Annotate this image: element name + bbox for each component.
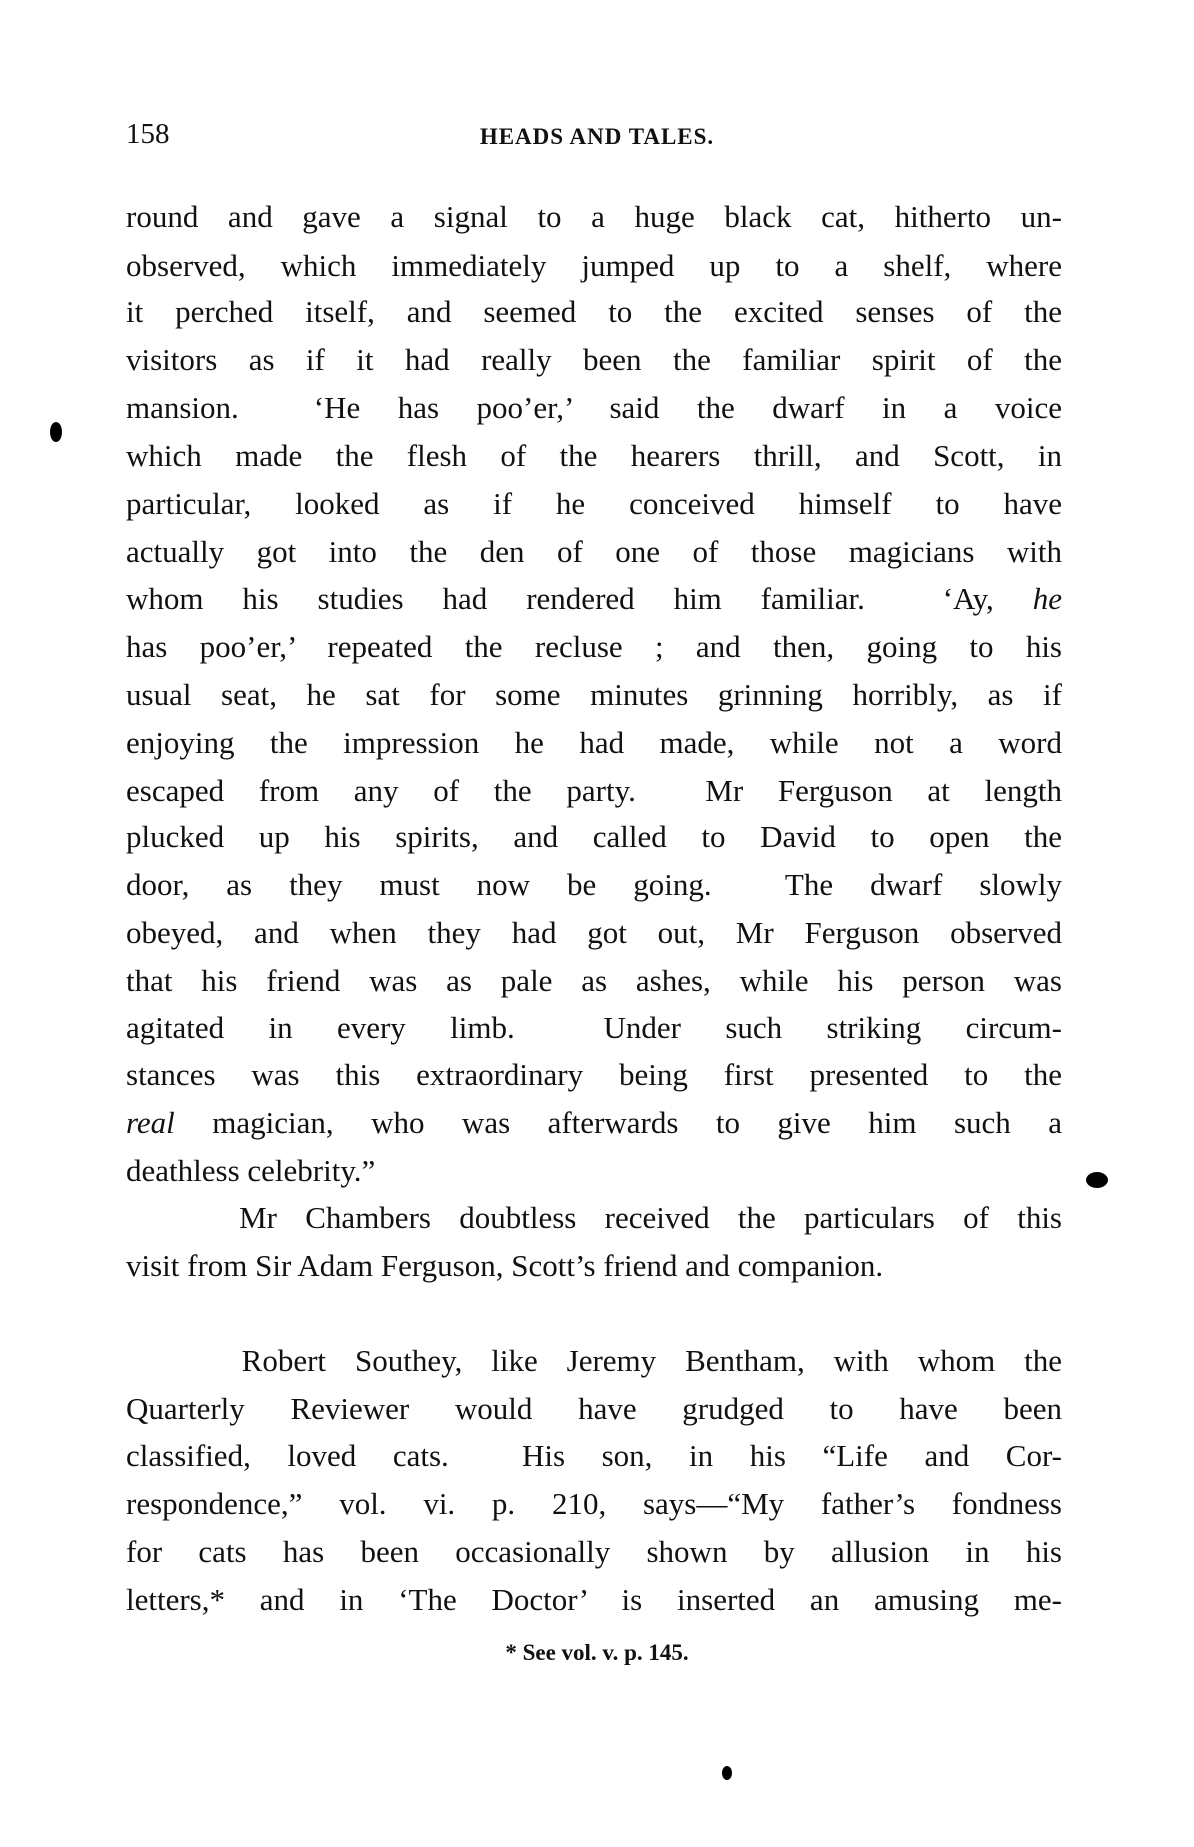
text-segment: for cats has been occasionally shown by allusion in his [126,1533,1062,1569]
text-segment: agitated in every limb. Under such striking circum- [126,1010,1062,1046]
text-line [126,1099,1062,1147]
ink-blot [50,422,62,442]
text-line [126,671,1062,719]
text-segment: actually got into the den of one of those magicians with [126,533,1062,569]
text-segment: visitors as if it had really been the familiar spirit of the [126,342,1062,378]
text-segment: enjoying the impression he had made, while not a word [126,724,1062,760]
italic-text: real [126,1104,175,1140]
text-line [126,1528,1062,1576]
text-segment: respondence,” vol. vi. p. 210, says—“My father’s fondness [126,1486,1062,1522]
text-line [126,1432,1062,1480]
text-segment: it perched itself, and seemed to the excited senses of the [126,294,1062,330]
text-line [126,1337,1062,1385]
text-segment: obeyed, and when they had got out, Mr Ferguson observed [126,914,1062,950]
text-line [126,767,1062,815]
text-line [126,242,1062,290]
text-segment: which made the flesh of the hearers thrill, and Scott, in [126,437,1062,473]
text-line [126,193,1062,241]
text-line [126,288,1062,336]
text-segment: has poo’er,’ repeated the recluse ; and then, going to his [126,629,1062,665]
footnote: * See vol. v. p. 145. [505,1640,689,1665]
text-segment: stances was this extraordinary being first presented to the [126,1057,1062,1093]
text-line [126,813,1062,861]
text-line [126,1004,1062,1052]
text-line [126,1051,1062,1099]
text-line [126,432,1062,480]
text-line [126,528,1062,576]
text-line [126,575,1062,623]
text-line [126,957,1062,1005]
text-segment: plucked up his spirits, and called to David to open the [126,819,1062,855]
text-line [126,1480,1062,1528]
text-segment: Quarterly Reviewer would have grudged to have been [126,1390,1062,1426]
text-line [126,861,1062,909]
text-line [126,623,1062,671]
text-segment: letters,* and in ‘The Doctor’ is inserted an amusing me- [126,1581,1062,1617]
text-line [126,1147,1062,1195]
text-segment: deathless celebrity.” [126,1152,376,1188]
text-line [126,480,1062,528]
text-segment: escaped from any of the party. Mr Ferguson at length [126,772,1062,808]
text-segment: Robert Southey, like Jeremy Bentham, with whom the [126,1342,1062,1378]
text-segment: door, as they must now be going. The dwarf slowly [126,866,1062,902]
text-segment: mansion. ‘He has poo’er,’ said the dwarf in a voice [126,390,1062,426]
text-line [126,336,1062,384]
text-segment: classified, loved cats. His son, in his “Life and Cor- [126,1438,1062,1474]
text-line [126,1194,1062,1242]
text-line [126,1242,1062,1290]
text-segment: magician, who was afterwards to give him such a [174,1104,1062,1140]
text-segment: that his friend was as pale as ashes, while his person was [126,962,1062,998]
text-line [126,909,1062,957]
text-segment: round and gave a signal to a huge black cat, hitherto un- [126,198,1062,234]
italic-text: he [1032,581,1062,617]
text-segment: usual seat, he sat for some minutes grinning horribly, as if [126,676,1062,712]
running-title: HEADS AND TALES. [479,124,715,149]
text-segment: Mr Chambers doubtless received the particulars of this [126,1200,1062,1236]
text-line [126,384,1062,432]
page-number: 158 [126,118,170,150]
text-segment: particular, looked as if he conceived himself to have [126,485,1062,521]
ink-blot [1086,1172,1108,1188]
text-segment: observed, which immediately jumped up to a shelf, where [126,247,1062,283]
text-line [126,1576,1062,1624]
text-segment: whom his studies had rendered him familiar. ‘Ay, [126,581,1033,617]
text-segment: visit from Sir Adam Ferguson, Scott’s friend and companion. [126,1248,884,1284]
text-line [126,1385,1062,1433]
text-line [126,719,1062,767]
ink-blot [722,1766,732,1780]
